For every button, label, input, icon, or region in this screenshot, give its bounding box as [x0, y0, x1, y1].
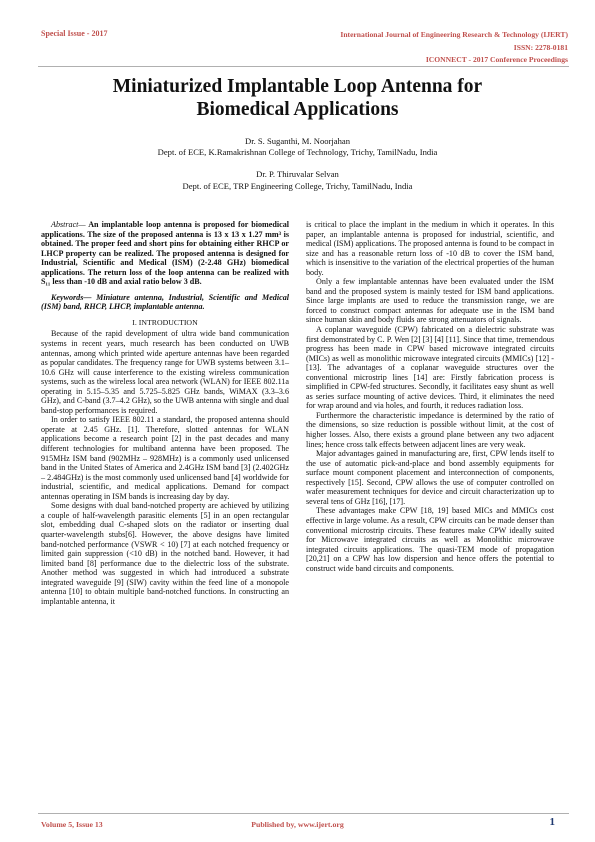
page-number: 1 — [549, 816, 555, 828]
intro-paragraph: Some designs with dual band-notched property are achieved by utilizing a couple of half-wavelength parasitic elements [5] in an open rectangular slot, embedding dual C-shaped slots on the radiator or inserting dual quarter-wavelength stubs[6]. However, the above designs have limited band-notched performance (VSWR < 10) [7] at each notched frequency or limited gain suppression (<10 dB) in the notched band. However, it had limited band [8] performance due to the dielectric loss of the substrate. Another method was suggested in which had introduced a substrate integrated waveguide [9] (SIW) cavity within the feed line of a monopole antenna [10] to obtain multiple band-notched functions. In constructing an implantable antenna, it — [41, 501, 289, 606]
keywords: Keywords— Miniature antenna, Industrial, Scientific and Medical (ISM) band, RHCP, LHCP, implantable antenna. — [41, 292, 289, 312]
author-block — [40, 136, 555, 192]
abstract-label: Abstract— — [51, 220, 86, 229]
footer-divider — [38, 813, 569, 814]
header-journal-name: International Journal of Engineering Research & Technology (IJERT) — [340, 30, 568, 39]
header-journal-info — [340, 29, 568, 67]
abstract — [41, 220, 289, 287]
paper-title-line-2: Biomedical Applications — [196, 99, 399, 120]
header-issn: ISSN: 2278-0181 — [513, 42, 568, 52]
left-column — [41, 220, 289, 606]
author-names-2: Dr. P. Thiruvalar Selvan — [256, 169, 339, 180]
intro-paragraph-continued: is critical to place the implant in the medium in which it operates. In this paper, an implantable antenna is proposed for industrial, scientific, and medical (ISM) applications. The proposed antenna is found to be compact in size and has a reasonable return loss of -10 dB to cover the ISM band, which is insensitive to the variation of the electrical properties of the human body. — [306, 220, 554, 277]
header-divider — [38, 66, 569, 67]
paper-title — [40, 75, 555, 121]
intro-paragraph: Because of the rapid development of ultra wide band communication systems in recent years, much research has been conducted on UWB antennas, among which printed wide aperture antennas have been regarded as popular candidates. The frequency range for UWB systems between 3.1–10.6 GHz will cause interference to the existing wireless communication systems, such as the wireless local area network (WLAN) for IEEE 802.11a operating in 5.15–5.35 and 5.725–5.825 GHz bands, WiMAX (3.3–3.6 GHz), and C-band (3.7–4.2 GHz), so the UWB antenna with single and dual band-stop performances is required. — [41, 329, 289, 415]
body-paragraph: These advantages make CPW [18, 19] based MICs and MMICs cost effective in large volume. As a result, CPW circuits can be made denser than conventional microstrip circuits. These features make CPW ideally suited for Microwave integrated circuits as well as Monolithic microwave integrated circuits applications. The quasi-TEM mode of propagation [20,21] on a CPW has low dispersion and hence offers the potential to construct wide band circuits and components. — [306, 506, 554, 573]
header-special-issue: Special Issue - 2017 — [41, 29, 108, 38]
footer-publisher: Published by, www.ijert.org — [251, 820, 344, 829]
author-affiliation-1: Dept. of ECE, K.Ramakrishnan College of Technology, Trichy, TamilNadu, India — [157, 147, 438, 158]
body-paragraph: Major advantages gained in manufacturing are, first, CPW lends itself to the use of automatic pick-and-place and bond assembly equipments for surface mount component placement and interconnection of components, respectively [15]. Second, CPW allows the use of computer controlled on wafer measurement techniques for device and circuit characterization up to several tens of GHz [16], [17]. — [306, 449, 554, 506]
author-affiliation-2: Dept. of ECE, TRP Engineering College, Trichy, TamilNadu, India — [182, 180, 413, 191]
body-paragraph: A coplanar waveguide (CPW) fabricated on a dielectric substrate was first demonstrated by C. P. Wen [2] [3] [4] [11]. Since that time, tremendous progress has been made in CPW based microwave integrated circuits (MICs) as well as monolithic microwave integrated circuits (MMICs) [12] - [13]. The advantages of a coplanar waveguide structures over the conventional microstrip lines [14] are: Firstly fabrication process is simplified in CPW-fed structures. Secondly, it facilitates easy shunt as well as series surface mounting of active devices. Third, it eliminates the need for wrap around and via holes, and fourth, it reduces radiation loss. — [306, 325, 554, 411]
header-conference: ICONNECT - 2017 Conference Proceedings — [425, 55, 568, 64]
abstract-text: An implantable loop antenna is proposed for biomedical applications. The size of the proposed antenna is 13 x 13 x 1.27 mm³ is obtained. The proper feed and short pins for obtaining either RHCP or LHCP property can be realized. The proposed antenna is designed for Industrial, Scientific and Medical (ISM) (2-2.48 GHz) biomedical applications. The return loss of the loop antenna can be realized with S₁₁ less than -10 dB and axial ratio below 3 dB. — [41, 220, 289, 287]
body-paragraph: Only a few implantable antennas have been evaluated under the ISM band and the proposed system is mainly tested for ISM band applications. Since large implants are used to reduce the transmission range, we are forced to construct compact antennas for adequate use in the ISM band since human skin and body fluids are strong attenuators of signals. — [306, 277, 554, 325]
right-column — [306, 220, 554, 573]
section-heading-introduction: I. INTRODUCTION — [132, 317, 198, 327]
intro-paragraph: In order to satisfy IEEE 802.11 a standard, the proposed antenna should operate at 2.45 GHz. [1]. Therefore, slotted antennas for WLAN applications become a research point [2] in the past decades and many different technologies for multiband antenna have been proposed. The 915MHz ISM band (902MHz – 928MHz) is a commonly used unlicensed band in the United States of America and 2.4GHz ISM band [3] (2.402GHz – 2.484GHz) is the most commonly used unlicensed band [4] worldwide for industrial, scientific, and medical applications. Demand for compact antennas operating in ISM bands is increasing day by day. — [41, 415, 289, 501]
paper-title-line-1: Miniaturized Implantable Loop Antenna for — [112, 76, 483, 97]
author-names-1: Dr. S. Suganthi, M. Noorjahan — [244, 136, 351, 146]
body-paragraph: Furthermore the characteristic impedance is determined by the ratio of the dimensions, so size reduction is possible without limit, at the cost of higher losses. Also, there exists a ground plane between any two adjacent lines; hence cross talk effects between adjacent lines are very weak. — [306, 410, 554, 449]
footer-volume-issue: Volume 5, Issue 13 — [41, 820, 103, 829]
